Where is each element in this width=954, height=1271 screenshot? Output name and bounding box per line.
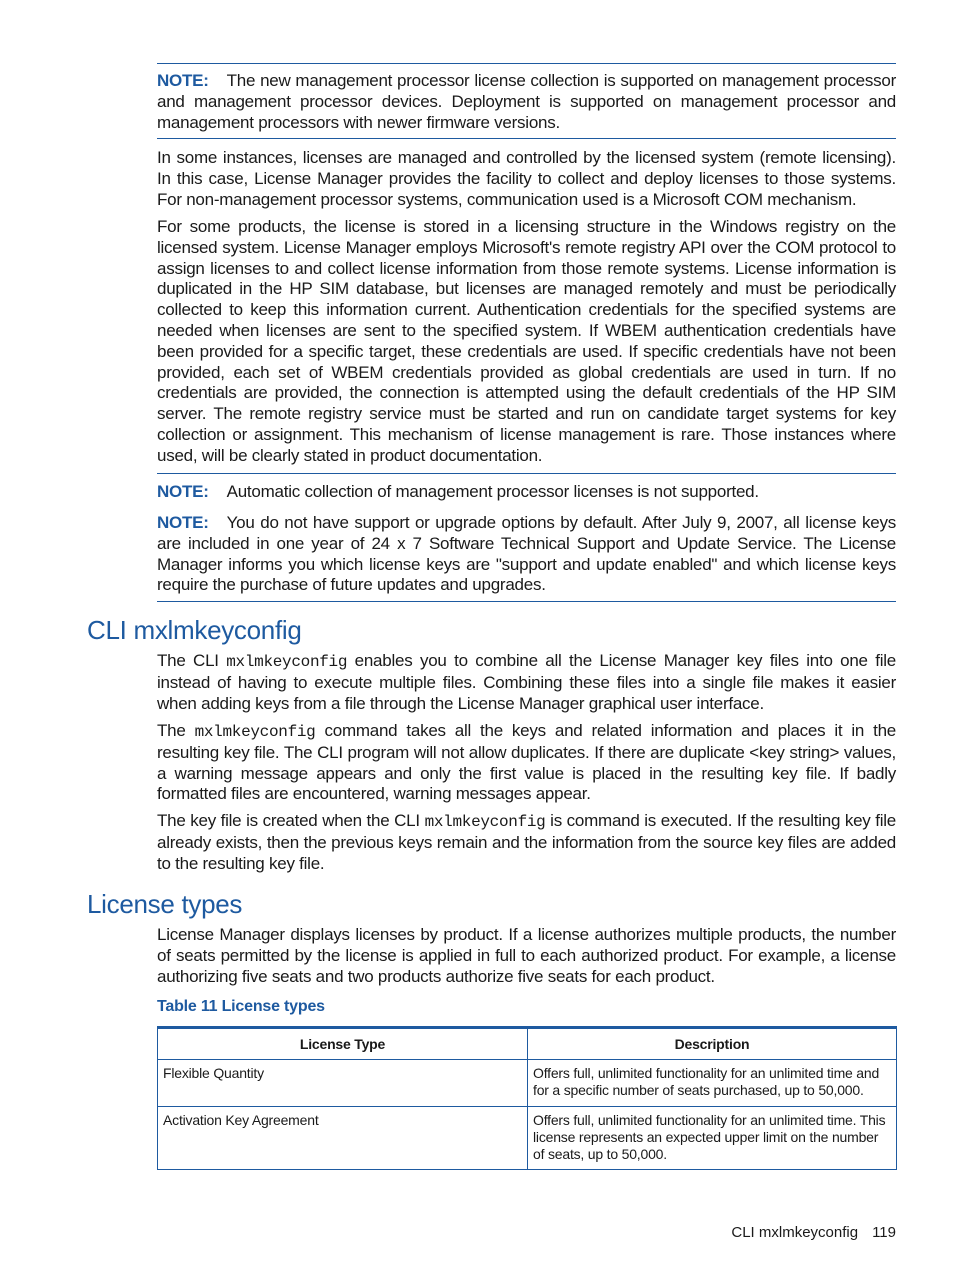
table-caption: Table 11 License types [157,998,325,1015]
text-run: The [157,721,195,740]
text-run: The CLI [157,651,227,670]
column-header-license-type: License Type [158,1028,528,1060]
cell-license-type: Flexible Quantity [158,1060,528,1107]
code-mxlmkeyconfig: mxlmkeyconfig [194,723,316,741]
cell-description: Offers full, unlimited functionality for an unlimited time. This license represents an expected upper limit on the number of seats, up to 50,000. [528,1107,897,1170]
page-footer [731,1224,896,1242]
notes-top-rule [157,473,896,474]
paragraph-cli-keyfile [157,811,896,874]
table-header-row [158,1028,897,1060]
note-text: You do not have support or upgrade options by default. After July 9, 2007, all license keys are included in one year of 24 x 7 Software Technical Support and Update Service. The License Manager informs you which license keys are "support and update enabled" and which license keys require the purchase of future updates and upgrades. [157,513,896,595]
cell-description: Offers full, unlimited functionality for an unlimited time and for a specific number of seats purchased, up to 50,000. [528,1060,897,1107]
page-number: 119 [872,1224,896,1241]
text-run: The key file is created when the CLI [157,811,425,830]
code-mxlmkeyconfig: mxlmkeyconfig [424,813,546,831]
license-types-table [157,1026,897,1170]
table-row [158,1107,897,1170]
text-run: enables you to combine all the License Manager key files into one file instead of having to execute multiple files. Combining these files into a single file makes it easier when adding keys from a file through the License Manager graphical user interface. [157,651,896,713]
notes-bottom-rule [157,601,896,602]
paragraph-license-types: License Manager displays licenses by product. If a license authorizes multiple products, the number of seats permitted by the license is applied in full to each authorized product. For example, a license authorizing five seats and two products authorize five seats for each product. [157,925,896,986]
note-support-upgrade [157,513,896,596]
column-header-description: Description [528,1028,897,1060]
note-automatic-collection [157,482,896,503]
text-run: command takes all the keys and related information and places it in the resulting key file. The CLI program will not allow duplicates. If there are duplicate <key string> values, a warning message appears and only the first value is placed in the resulting key file. If badly formatted files are encountered, warning messages appear. [157,721,896,804]
paragraph-cli-command [157,721,896,805]
note-label: NOTE: [157,513,209,532]
note-text: The new management processor license collection is supported on management processor and management processor devices. Deployment is supported on management processor and management processors with newer firmware versions. [157,71,896,132]
paragraph-windows-registry: For some products, the license is stored in a licensing structure in the Windows registry on the licensed system. License Manager employs Microsoft's remote registry API over the COM protocol to assign licenses to and collect license information from those remote systems. License information is duplicated in the HP SIM database, but licenses are managed remotely and must be periodically collected to keep this information current. Authentication credentials for the specified systems are needed when licenses are sent to the specified system. If WBEM authentication credentials have been provided for a specific target, these credentials are used. If specific credentials have not been provided, each set of WBEM credentials provided as global credentials are used in turn. If no credentials are provided, the connection is attempted using the default credentials of the HP SIM server. The remote registry service must be started and run on candidate target systems for key collection or assignment. This mechanism of license management is rare. Those instances where used, will be clearly stated in product documentation. [157,217,896,465]
table-row [158,1060,897,1107]
note-text: Automatic collection of management processor licenses is not supported. [226,482,759,501]
section-heading-cli-mxlmkeyconfig: CLI mxlmkeyconfig [87,615,302,645]
code-mxlmkeyconfig: mxlmkeyconfig [226,653,348,671]
paragraph-remote-licensing: In some instances, licenses are managed and controlled by the licensed system (remote licensing). In this case, License Manager provides the facility to collect and deploy licenses to those systems. For non-management processor systems, communication used is a Microsoft COM mechanism. [157,148,896,209]
section-heading-license-types: License types [87,889,243,919]
note-label: NOTE: [157,482,209,501]
note-top-rule [157,63,896,64]
text-run: is command is executed. If the resulting key file already exists, then the previous keys remain and the information from the source key files are added to the resulting key file. [157,811,896,873]
note-management-processor [157,71,896,133]
cell-license-type: Activation Key Agreement [158,1107,528,1170]
note-bottom-rule [157,138,896,139]
paragraph-cli-intro [157,651,896,714]
footer-section-title: CLI mxlmkeyconfig [731,1224,859,1241]
note-label: NOTE: [157,71,209,90]
